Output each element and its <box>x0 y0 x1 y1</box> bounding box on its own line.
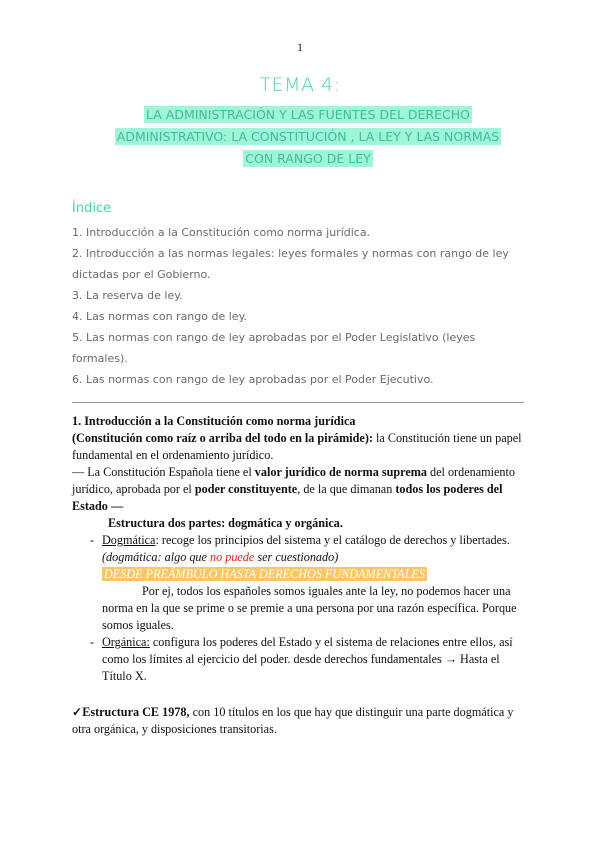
text: del ordenamiento jurídico, aprobada por el <box>72 465 515 496</box>
bullet-dogmatica <box>72 532 532 583</box>
text: la Constitución tiene un papel fundamental en el ordenamiento jurídico. <box>72 431 522 462</box>
index-item: 5. Las normas con rango de ley aprobadas por el Poder Legislativo (leyes formales). <box>72 331 476 365</box>
bold-phrase: Estructura CE 1978, <box>82 705 190 719</box>
bold-phrase: poder constituyente <box>194 482 298 496</box>
check-icon: ✓ <box>72 705 83 719</box>
paragraph-constitution-role <box>72 430 532 464</box>
bullet-dash: - <box>90 635 95 649</box>
red-emphasis: no puede <box>209 550 255 564</box>
text: — La Constitución Española tiene el <box>72 465 255 479</box>
subtitle-text: LA ADMINISTRACIÓN Y LAS FUENTES DEL DERECHO ADMINISTRATIVO: LA CONSTITUCIÓN , LA LEY Y LAS NORMAS CON RANGO DE LEY <box>116 107 500 166</box>
bullet-dash: - <box>90 533 95 547</box>
index-item: 4. Las normas con rango de ley. <box>72 310 248 323</box>
italic-note: (dogmática: algo que <box>102 550 210 564</box>
section-1 <box>72 413 532 738</box>
italic-note: ser cuestionado) <box>254 550 339 564</box>
index-item: 1. Introducción a la Constitución como norma jurídica. <box>72 226 371 239</box>
highlighted-text: DESDE PREÁMBULO HASTA DERECHOS FUNDAMENTALES <box>104 567 425 581</box>
index-item: 2. Introducción a las normas legales: leyes formales y normas con rango de ley dictadas por el Gobierno. <box>72 247 509 281</box>
index-item: 6. Las normas con rango de ley aprobadas por el Poder Ejecutivo. <box>72 373 434 386</box>
text: : recoge los principios del sistema y el catálogo de derechos y libertades. <box>155 533 510 547</box>
section-heading <box>72 413 532 430</box>
structure-heading: Estructura dos partes: dogmática y orgánica. <box>108 516 343 530</box>
paragraph-ce-structure <box>72 704 532 738</box>
bullet-organica <box>72 634 532 685</box>
section-heading-text: 1. Introducción a la Constitución como norma jurídica <box>72 414 356 428</box>
index-item: 3. La reserva de ley. <box>72 289 183 302</box>
index-heading: Índice <box>72 201 112 216</box>
bold-phrase: (Constitución como raíz o arriba del todo en la pirámide): <box>72 431 373 445</box>
bold-phrase: todos los poderes del Estado — <box>72 482 503 513</box>
document-title: TEMA 4: <box>259 74 341 96</box>
text: configura los poderes del Estado y el sistema de relaciones entre ellos, así como los límites al ejercicio del poder. desde derechos fundamentales → Hasta el Título X. <box>102 635 513 683</box>
index-list <box>72 222 532 390</box>
term-label: Dogmática <box>102 533 156 547</box>
paragraph-supreme-norm <box>72 464 532 515</box>
section-divider <box>72 402 524 403</box>
example-paragraph: Por ej, todos los españoles somos iguales ante la ley, no podemos hacer una norma en la que se prime o se premie a una persona por una razón específica. Porque somos iguales. <box>102 584 517 632</box>
text: , de la que dimanan <box>297 482 396 496</box>
term-label: Orgánica: <box>102 635 150 649</box>
bold-phrase: valor jurídico de norma suprema <box>254 465 427 479</box>
page-number: 1 <box>297 40 303 54</box>
text: con 10 títulos en los que hay que distinguir una parte dogmática y otra orgánica, y disposiciones transitorias. <box>72 705 514 736</box>
document-subtitle <box>108 104 508 170</box>
